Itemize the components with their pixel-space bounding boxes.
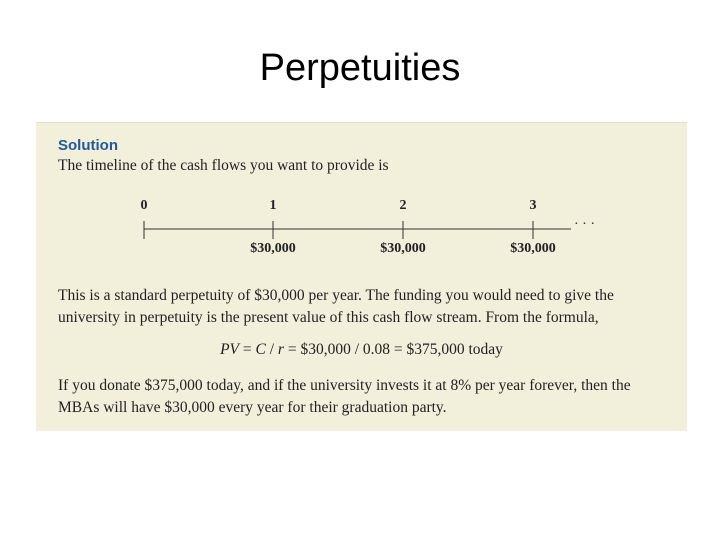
formula-pv: PV [220,341,239,358]
formula-r: r [277,341,284,358]
cash-flow-timeline [36,193,687,273]
formula-slash: / [265,341,278,358]
period-label-2: 2 [399,198,407,213]
formula-eq: = [239,341,256,358]
formula-result: = $30,000 / 0.08 = $375,000 today [283,341,503,358]
solution-intro: The timeline of the cash flows you want to provide is [58,157,389,174]
slide-title: Perpetuities [259,47,461,89]
period-label-3: 3 [529,198,537,213]
period-label-0: 0 [140,198,148,213]
cash-flow-2: $30,000 [380,241,426,256]
solution-heading: Solution [58,137,118,154]
cash-flow-1: $30,000 [250,241,296,256]
pv-formula [36,341,687,359]
cash-flow-3: $30,000 [510,241,556,256]
timeline-continuation: · · · [574,217,595,232]
period-label-1: 1 [269,198,277,213]
paragraph-perpetuity: This is a standard perpetuity of $30,000 per year. The funding you would need to give the university in perpetuity is the present value of this cash flow stream. From the formula, [58,287,614,326]
paragraph-conclusion: If you donate $375,000 today, and if the university invests it at 8% per year forever, then the MBAs will have $30,000 every year for their graduation party. [58,377,631,416]
solution-panel [36,122,687,431]
formula-c: C [255,341,266,358]
timeline-line [36,193,687,273]
